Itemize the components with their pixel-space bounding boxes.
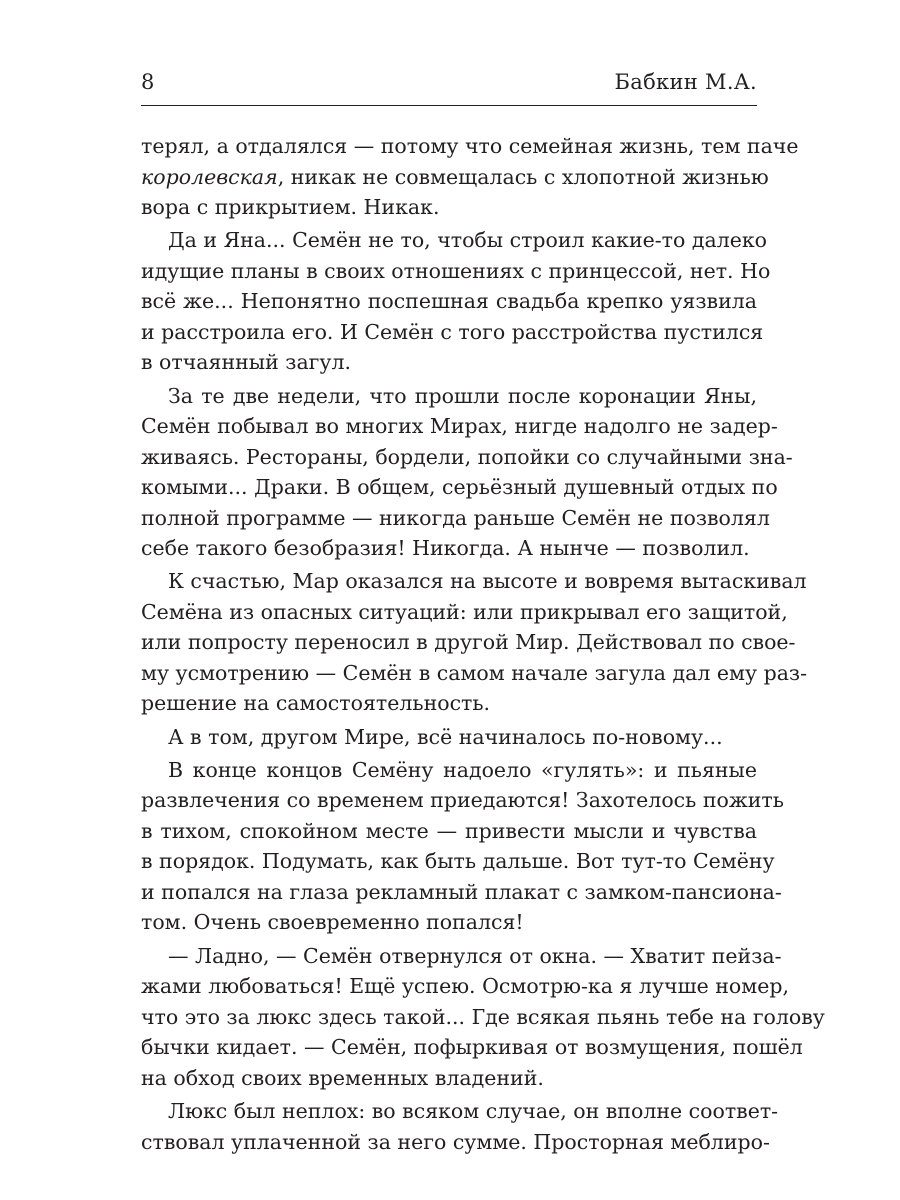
text-line	[141, 816, 757, 847]
text-line	[141, 317, 764, 348]
text-run: и расстроила его. И Семён с того расстройства пустился	[141, 319, 764, 344]
running-head-author: Бабкин М.А.	[614, 70, 757, 94]
text-line	[141, 971, 789, 1002]
text-run: в отчаянный загул.	[141, 350, 352, 375]
text-line	[141, 566, 807, 597]
text-run: идущие планы в своих отношениях с принцессой, нет. Но	[141, 258, 771, 283]
paragraph	[141, 225, 771, 378]
text-run: себе такого безобразия! Никогда. А нынче — позволил.	[141, 536, 750, 561]
paragraph	[141, 131, 799, 223]
text-run: , никак не совмещалась с хлопотной жизнью	[277, 164, 769, 189]
text-line	[141, 256, 771, 287]
text-run: За те две недели, что прошли после коронации Яны,	[168, 383, 757, 408]
page-number: 8	[141, 70, 155, 94]
text-line	[141, 442, 793, 473]
text-line	[141, 1096, 779, 1127]
text-line	[141, 627, 796, 658]
text-line	[141, 941, 782, 972]
text-line	[141, 658, 808, 689]
text-line	[141, 286, 757, 317]
text-run: — Ладно, — Семён отвернулся от окна. — Хватит пейза-	[168, 943, 782, 968]
text-run: жами любоваться! Ещё успею. Осмотрю-ка я лучше номер,	[141, 974, 789, 999]
text-run: терял, а отдалялся — потому что семейная жизнь, тем паче	[141, 134, 799, 158]
text-run: В конце концов Семёну надоело «гулять»: и пьяные	[168, 757, 757, 782]
text-line	[141, 1032, 803, 1063]
italic-text: королевская	[141, 164, 278, 189]
paragraph	[141, 755, 784, 938]
text-run: ствовал уплаченной за него сумме. Просторная меблиро-	[141, 1129, 770, 1154]
text-run: живаясь. Рестораны, бордели, попойки со случайными зна-	[141, 444, 793, 469]
paragraph	[141, 722, 757, 753]
text-line	[141, 533, 757, 564]
text-run: или попросту переносил в другой Мир. Действовал по свое-	[141, 630, 796, 655]
text-run: Люкс был неплох: во всяком случае, он вполне соответ-	[168, 1099, 779, 1124]
text-run: му усмотрению — Семён в самом начале загула дал ему раз-	[141, 660, 808, 685]
body-text	[141, 131, 825, 1160]
text-line	[141, 722, 757, 753]
text-run: развлечения со временем приедаются! Захотелось пожить	[141, 788, 784, 813]
paragraph	[141, 566, 808, 719]
text-line	[141, 688, 757, 719]
text-run: решение на самостоятельность.	[141, 691, 491, 716]
header-rule	[141, 105, 757, 106]
text-line	[141, 1127, 770, 1158]
text-line	[141, 785, 784, 816]
text-run: полной программе — никогда раньше Семён не позволял	[141, 505, 770, 530]
text-line	[141, 472, 778, 503]
paragraph	[141, 941, 825, 1094]
text-line	[141, 1063, 757, 1094]
text-line	[141, 907, 757, 938]
paragraph	[141, 381, 793, 564]
text-run: в порядок. Подумать, как быть дальше. Вот тут-то Семёну	[141, 849, 775, 874]
text-line	[141, 411, 778, 442]
text-line	[141, 503, 770, 534]
text-run: Семён побывал во многих Мирах, нигде надолго не задер-	[141, 414, 778, 439]
text-run: том. Очень своевременно попался!	[141, 910, 524, 935]
text-run: и попался на глаза рекламный плакат с замком-пансиона-	[141, 879, 782, 904]
text-line	[141, 192, 757, 223]
text-run: на обход своих временных владений.	[141, 1065, 544, 1090]
text-run: всё же... Непонятно поспешная свадьба крепко уязвила	[141, 289, 757, 314]
text-line	[141, 597, 788, 628]
text-run: А в том, другом Мире, всё начиналось по-новому...	[168, 724, 723, 749]
text-line	[141, 877, 782, 908]
text-run: вора с прикрытием. Никак.	[141, 195, 440, 219]
paragraph	[141, 1096, 779, 1157]
text-line	[141, 131, 799, 162]
text-run: бычки кидает. — Семён, пофыркивая от возмущения, пошёл	[141, 1035, 803, 1060]
text-line	[141, 755, 757, 786]
text-run: Да и Яна... Семён не то, чтобы строил какие-то далеко	[168, 228, 768, 253]
text-run: комыми... Драки. В общем, серьёзный душевный отдых по	[141, 475, 778, 500]
text-run: Семёна из опасных ситуаций: или прикрывал его защитой,	[141, 599, 788, 624]
page-header	[141, 64, 757, 100]
text-line	[141, 381, 757, 412]
text-line	[141, 162, 769, 193]
text-line	[141, 846, 775, 877]
text-line	[141, 1002, 825, 1033]
text-run: в тихом, спокойном месте — привести мысли и чувства	[141, 818, 757, 843]
text-run: К счастью, Мар оказался на высоте и вовремя вытаскивал	[168, 569, 807, 594]
text-run: что это за люкс здесь такой... Где всякая пьянь тебе на голову	[141, 1004, 825, 1029]
text-line	[141, 225, 768, 256]
text-line	[141, 347, 757, 378]
